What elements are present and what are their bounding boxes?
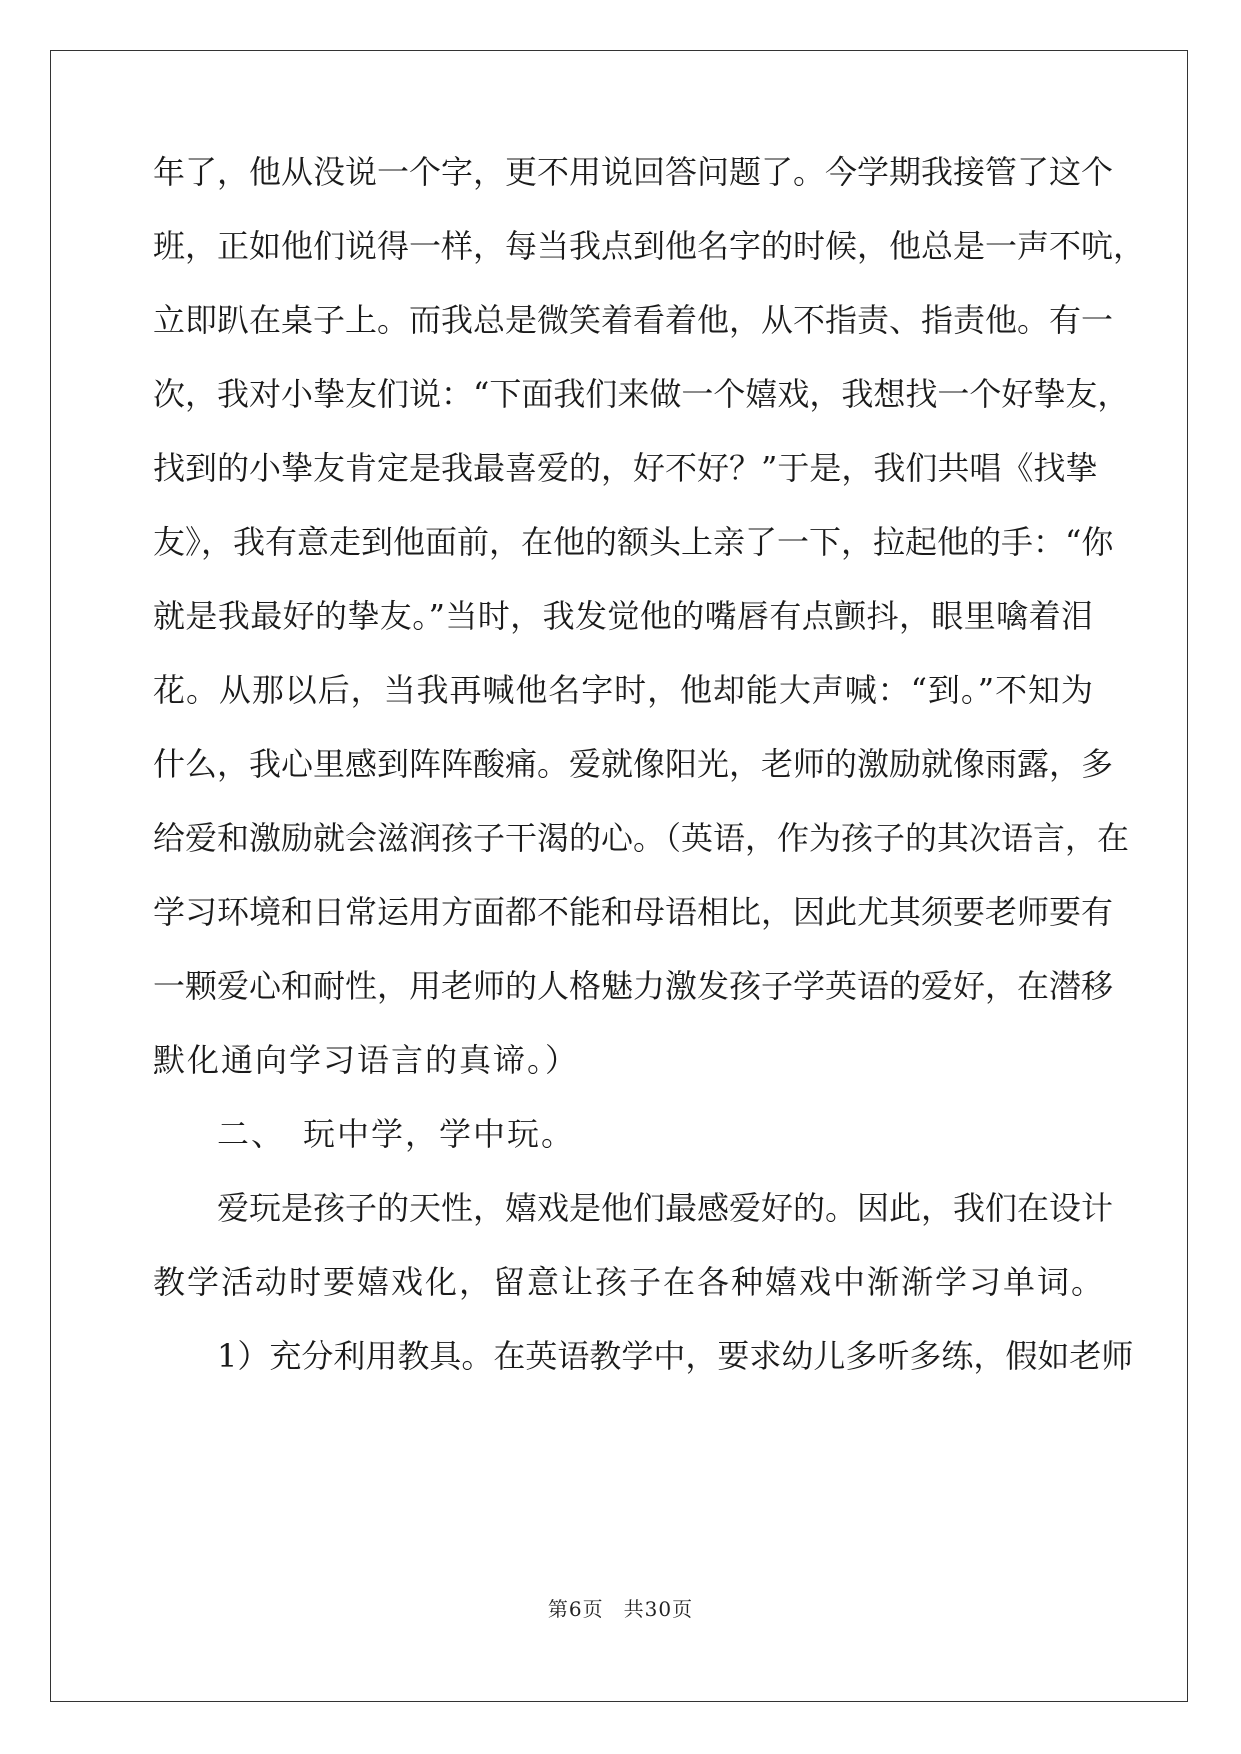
paragraph-line: 学习环境和日常运用方面都不能和母语相比，因此尤其须要老师要有 xyxy=(153,893,1114,931)
paragraph-line: 就是我最好的挚友。”当时，我发觉他的嘴唇有点颤抖，眼里噙着泪 xyxy=(153,597,1093,635)
paragraph-line: 给爱和激励就会滋润孩子干渴的心。（英语，作为孩子的其次语言，在 xyxy=(153,819,1130,857)
paragraph-line: 找到的小挚友肯定是我最喜爱的，好不好？”于是，我们共唱《找挚 xyxy=(153,449,1098,487)
paragraph-line: 1）充分利用教具。在英语教学中，要求幼儿多听多练，假如老师 xyxy=(217,1337,1134,1375)
paragraph-line: 次，我对小挚友们说：“下面我们来做一个嬉戏，我想找一个好挚友， xyxy=(153,375,1130,413)
paragraph-line: 班，正如他们说得一样，每当我点到他名字的时候，他总是一声不吭， xyxy=(153,227,1146,265)
section-heading: 二、 玩中学，学中玩。 xyxy=(217,1115,576,1153)
page-border xyxy=(50,50,1188,1702)
paragraph-line: 花。从那以后，当我再喊他名字时，他却能大声喊：“到。”不知为 xyxy=(153,671,1093,709)
paragraph-line: 默化通向学习语言的真谛。） xyxy=(153,1041,580,1079)
paragraph-line: 立即趴在桌子上。而我总是微笑着看着他，从不指责、指责他。有一 xyxy=(153,301,1114,339)
page-footer xyxy=(0,1593,1241,1622)
paragraph-line: 年了，他从没说一个字，更不用说回答问题了。今学期我接管了这个 xyxy=(153,153,1114,191)
page-number-total: 共30页 xyxy=(623,1597,694,1621)
paragraph-line: 一颗爱心和耐性，用老师的人格魅力激发孩子学英语的爱好，在潜移 xyxy=(153,967,1114,1005)
paragraph-line: 教学活动时要嬉戏化，留意让孩子在各种嬉戏中渐渐学习单词。 xyxy=(153,1263,1106,1301)
paragraph-line: 什么，我心里感到阵阵酸痛。爱就像阳光，老师的激励就像雨露，多 xyxy=(153,745,1114,783)
page-number-current: 第6页 xyxy=(547,1597,604,1621)
paragraph-line: 友》，我有意走到他面前，在他的额头上亲了一下，拉起他的手：“你 xyxy=(153,523,1114,561)
paragraph-line: 爱玩是孩子的天性，嬉戏是他们最感爱好的。因此，我们在设计 xyxy=(217,1189,1114,1227)
